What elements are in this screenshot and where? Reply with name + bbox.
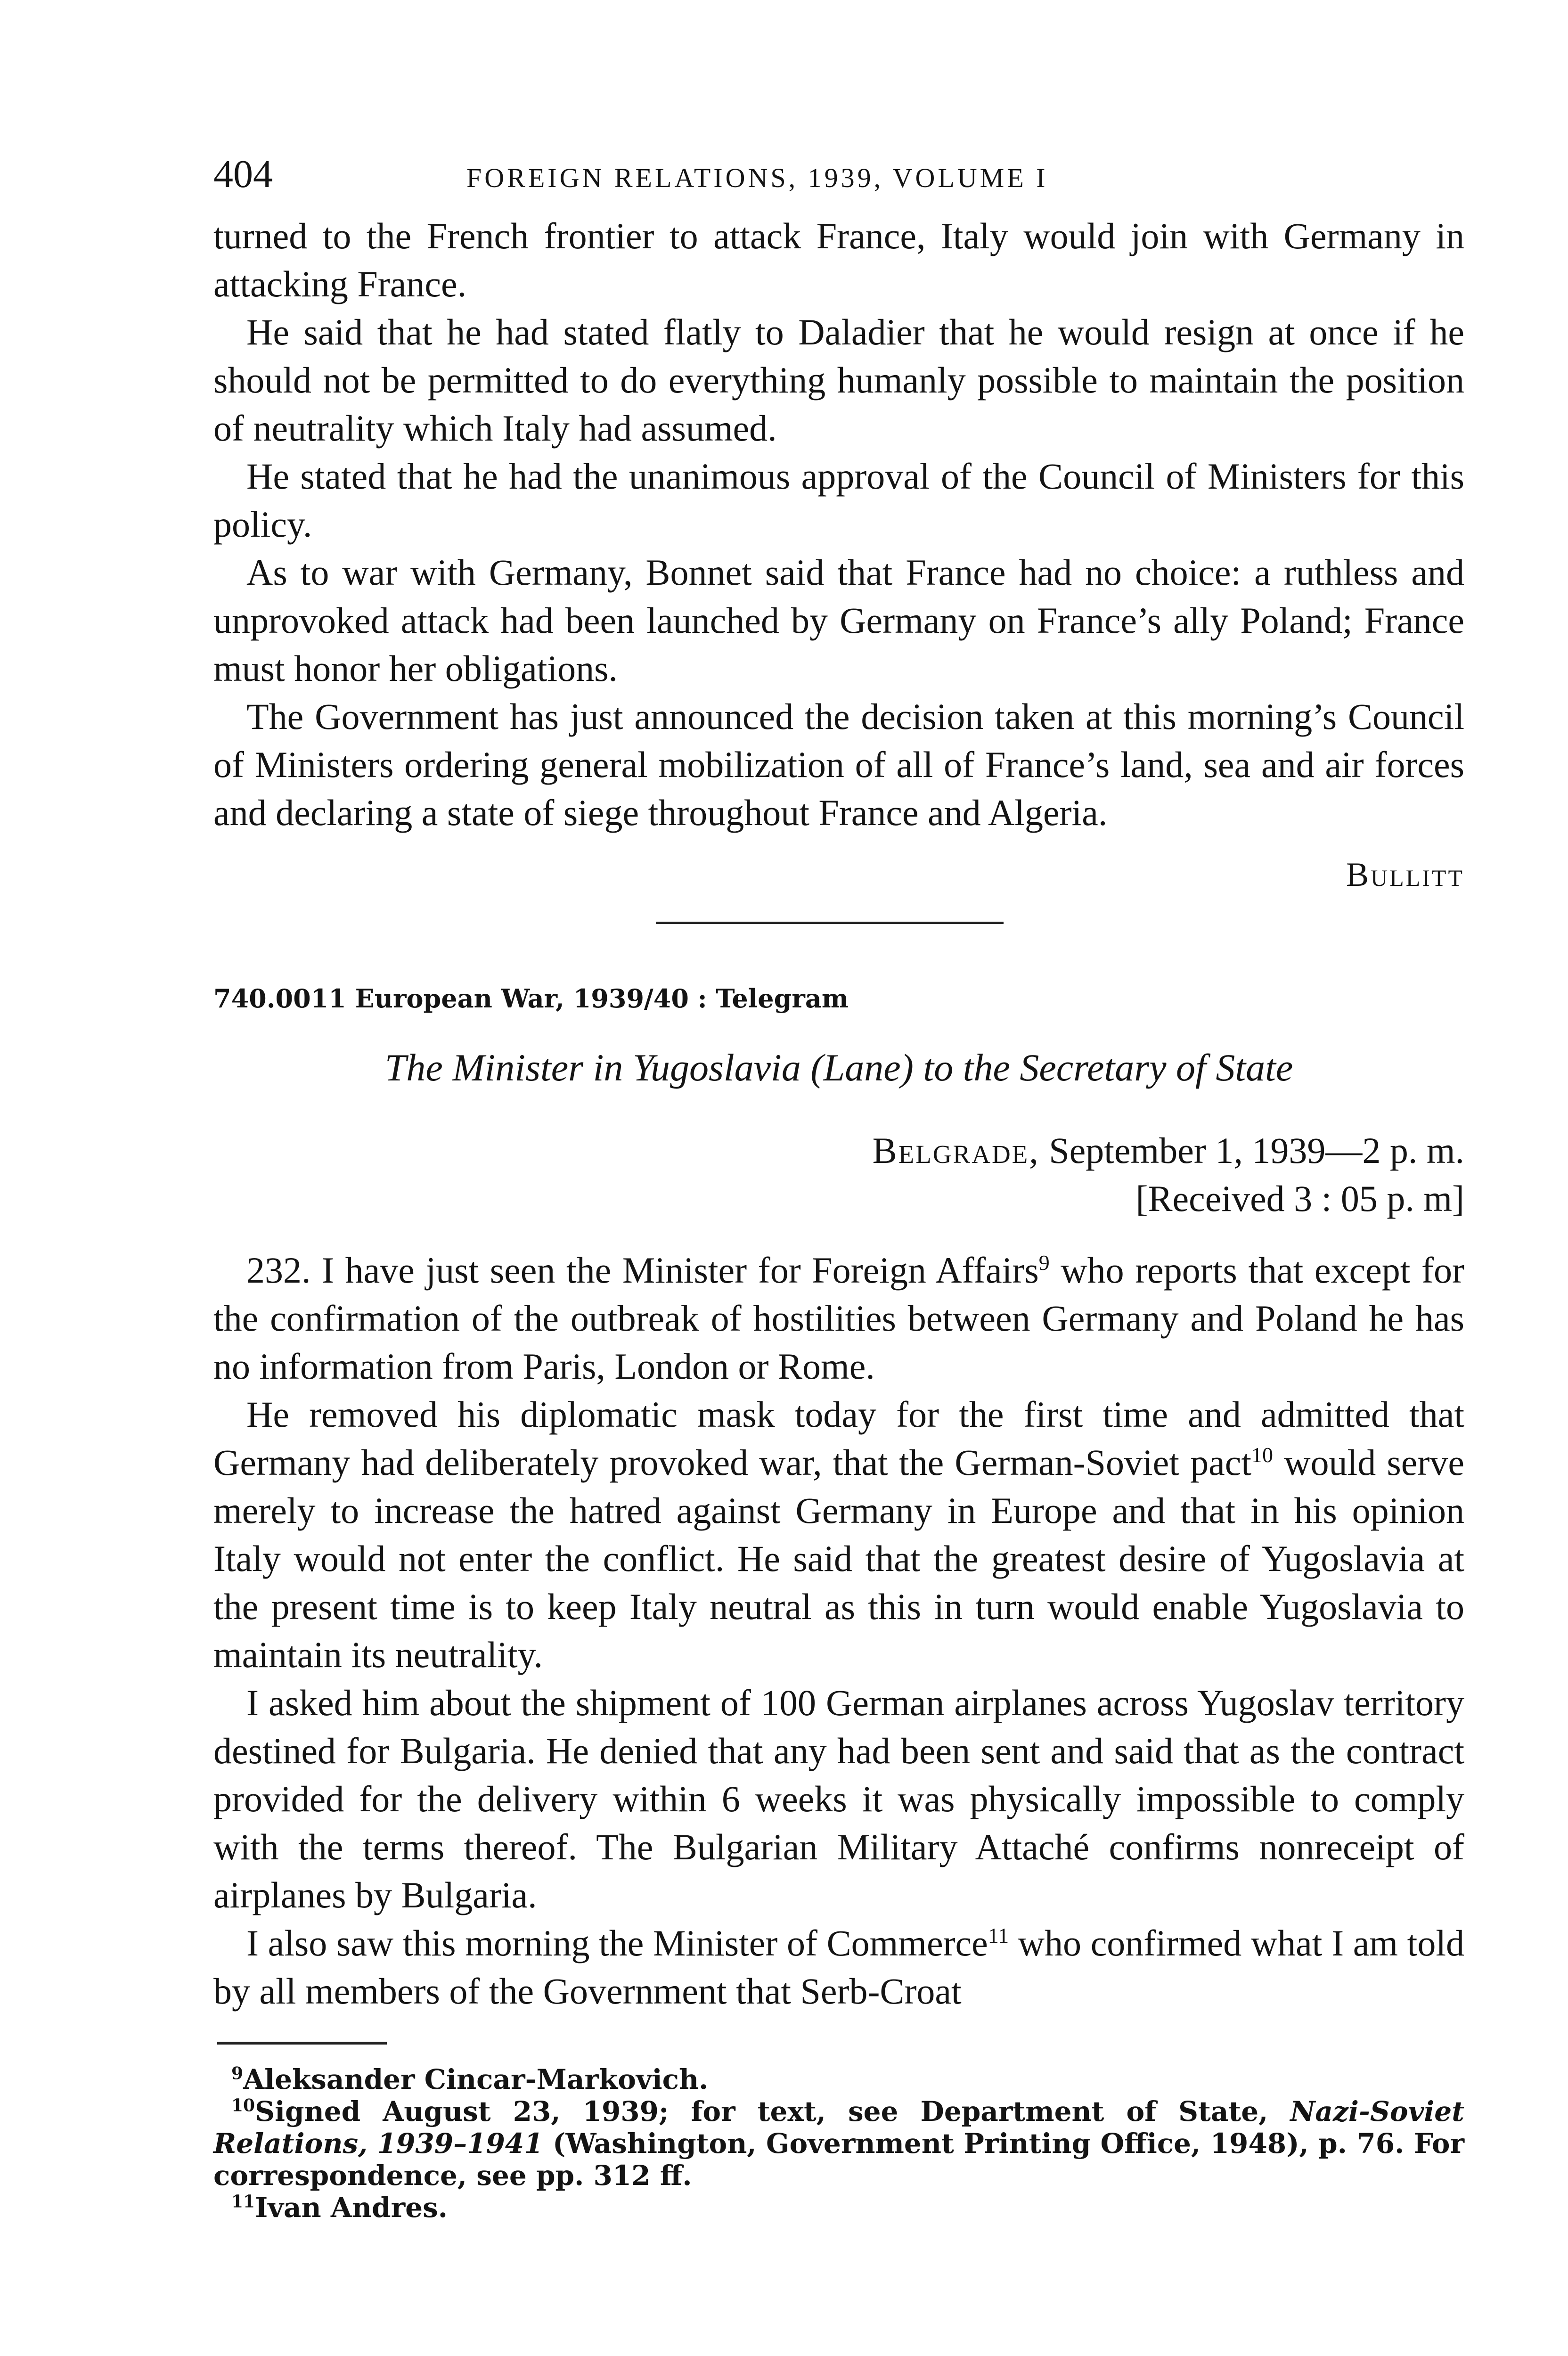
running-head (213, 151, 1464, 212)
paragraph: As to war with Germany, Bonnet said that France had no choice: a ruthless and unprovoked attack had been launched by Germany on France’s ally Poland; France must honor her obligations. (213, 552, 1464, 689)
footnote-mark: 9 (231, 2063, 244, 2084)
paragraph-continued: turned to the French frontier to attack France, Italy would join with Germany in attacking France. (213, 215, 1464, 304)
page-number: 404 (213, 152, 273, 196)
paragraph-text: would serve merely to increase the hatred against Germany in Europe and that in his opinion Italy would not enter the conflict. He said that the greatest desire of Yugoslavia at the present time is to keep Italy neutral as this in turn would enable Yugoslavia to maintain its neutrality. (213, 1442, 1464, 1675)
footnote-text: Ivan Andres. (255, 2192, 448, 2224)
paragraph: The Government has just announced the decision taken at this morning’s Council of Ministers ordering general mobilization of all of France’s land, sea and air forces and declaring a state of siege throughout France and Algeria. (213, 696, 1464, 833)
footnote-mark: 10 (231, 2095, 255, 2116)
footnote-9 (213, 2063, 1464, 2095)
footnote-divider (217, 2042, 387, 2045)
section-divider (656, 922, 1004, 924)
paragraph: He said that he had stated flatly to Daladier that he would resign at once if he should not be permitted to do everything humanly possible to maintain the position of neutrality which Italy had assumed. (213, 311, 1464, 449)
paragraph: I asked him about the shipment of 100 German airplanes across Yugoslav territory destined for Bulgaria. He denied that any had been sent and said that as the contract provided for the delivery within 6 weeks it was physically impossible to comply with the terms thereof. The Bulgarian Military Attaché confirms nonreceipt of airplanes by Bulgaria. (213, 1682, 1464, 1915)
paragraph-text: I also saw this morning the Minister of Commerce (246, 1922, 988, 1963)
running-title: FOREIGN RELATIONS, 1939, VOLUME I (466, 163, 1048, 193)
footnotes (213, 2063, 1464, 2224)
received-line: [Received 3 : 05 p. m] (1135, 1178, 1464, 1219)
paragraph-text: who confirmed what I am told by all members of the Government that Serb-Croat (213, 1922, 1464, 2012)
dateline-place: Belgrade, (872, 1130, 1040, 1171)
paragraph-text: 232. I have just seen the Minister for Foreign Affairs (246, 1250, 1039, 1291)
footnote-11 (213, 2192, 1464, 2224)
paragraph (213, 1246, 1464, 1391)
footnote-mark: 11 (231, 2192, 255, 2212)
file-reference: 740.0011 European War, 1939/40 : Telegram (213, 983, 849, 1014)
document-page (213, 151, 1464, 2224)
footnote-10 (213, 2095, 1464, 2192)
paragraph (213, 1391, 1464, 1679)
telegram-body (213, 1246, 1464, 2015)
dateline (213, 1127, 1464, 1175)
paragraph-text: who reports that except for the confirmation of the outbreak of hostilities between Germany and Poland he has no information from Paris, London or Rome. (213, 1250, 1464, 1387)
paragraph (213, 1919, 1464, 2015)
footnote-text: Signed August 23, 1939; for text, see Department of State, (255, 2095, 1290, 2127)
footnote-text: (Washington, Government Printing Office, 1948), p. 76. For correspondence, see pp. 312 ff. (213, 2127, 1464, 2192)
paragraph: He stated that he had the unanimous approval of the Council of Ministers for this policy. (213, 456, 1464, 545)
footnote-marker: 9 (1038, 1251, 1050, 1275)
document-title: The Minister in Yugoslavia (Lane) to the Secretary of State (384, 1046, 1293, 1089)
footnote-marker: 10 (1251, 1443, 1274, 1467)
signature: Bullitt (1346, 856, 1464, 893)
dateline-date: September 1, 1939—2 p. m. (1039, 1130, 1464, 1171)
footnote-text: Aleksander Cincar-Markovich. (243, 2063, 709, 2095)
paragraph-text: He removed his diplomatic mask today for the first time and admitted that Germany had deliberately provoked war, that the German-Soviet pact (213, 1394, 1464, 1483)
footnote-citation-title: Nazi-Soviet Relations, 1939–1941 (213, 2095, 1464, 2160)
footnote-marker: 11 (988, 1923, 1009, 1947)
